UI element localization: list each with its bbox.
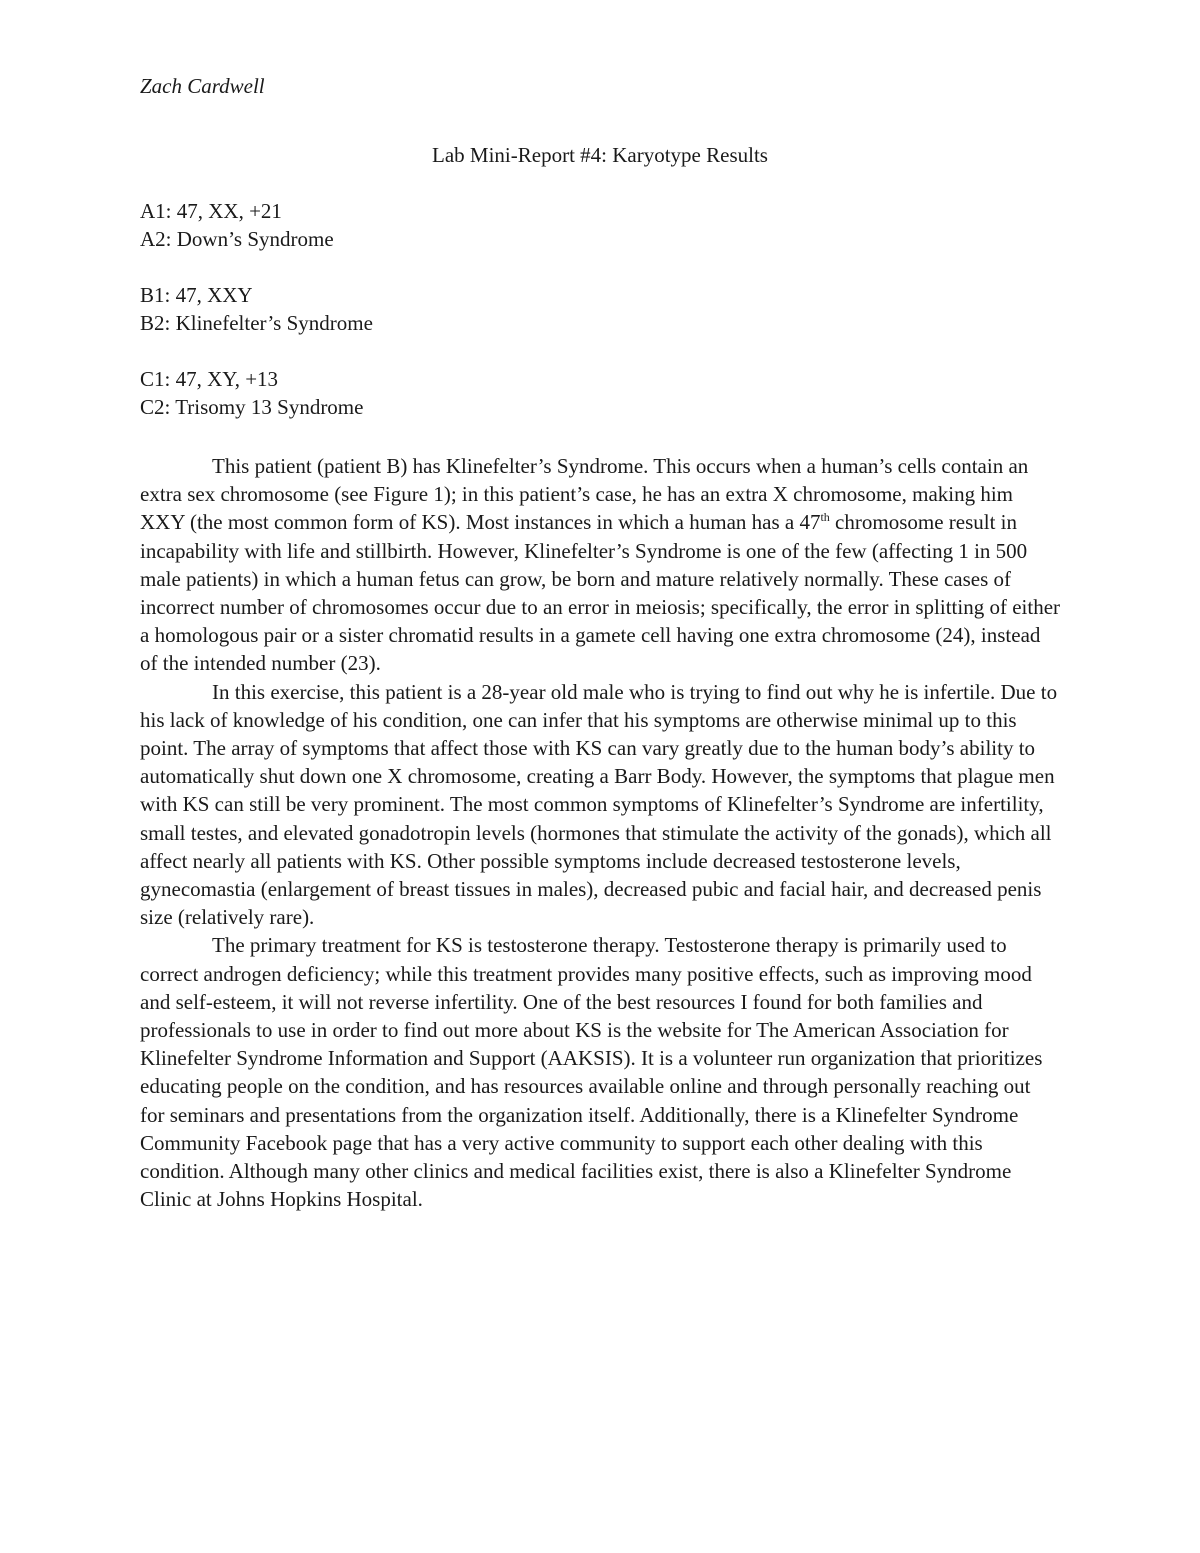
result-group-c xyxy=(140,365,1060,421)
report-body xyxy=(140,452,1060,1213)
result-group-a xyxy=(140,197,1060,253)
diagnosis-c: C2: Trisomy 13 Syndrome xyxy=(140,395,364,419)
diagnosis-a: A2: Down’s Syndrome xyxy=(140,227,334,251)
diagnosis-b: B2: Klinefelter’s Syndrome xyxy=(140,311,373,335)
karyotype-a: A1: 47, XX, +21 xyxy=(140,199,282,223)
paragraph-1-part-1: This patient (patient B) has Klinefelter’s Syndrome. This occurs when a human’s cells contain an extra sex chromosome (see Figure 1); in this patient’s case, he has an extra X chromosome, making him XXY (the most common form of KS). Most instances in which a human has a 47 xyxy=(140,454,1029,535)
paragraph-symptoms: In this exercise, this patient is a 28-year old male who is trying to find out why he is infertile. Due to his lack of knowledge of his condition, one can infer that his symptoms are otherwise minimal up to this point. The array of symptoms that affect those with KS can vary greatly due to the human body’s ability to automatically shut down one X chromosome, creating a Barr Body. However, the symptoms that plague men with KS can still be very prominent. The most common symptoms of Klinefelter’s Syndrome are infertility, small testes, and elevated gonadotropin levels (hormones that stimulate the activity of the gonads), which all affect nearly all patients with KS. Other possible symptoms include decreased testosterone levels, gynecomastia (enlargement of breast tissues in males), decreased pubic and facial hair, and decreased penis size (relatively rare). xyxy=(140,679,1058,930)
author-name: Zach Cardwell xyxy=(140,74,265,98)
karyotype-c: C1: 47, XY, +13 xyxy=(140,367,279,391)
ordinal-superscript: th xyxy=(820,510,830,525)
paragraph-1-part-2: chromosome result in incapability with life and stillbirth. However, Klinefelter’s Syndrome is one of the few (affecting 1 in 500 male patients) in which a human fetus can grow, be born and mature relatively normally. These cases of incorrect number of chromosomes occur due to an error in meiosis; specifically, the error in splitting of either a homologous pair or a sister chromatid results in a gamete cell having one extra chromosome (24), instead of the intended number (23). xyxy=(140,510,1061,676)
karyotype-results xyxy=(140,197,1060,449)
paragraph-treatment: The primary treatment for KS is testosterone therapy. Testosterone therapy is primarily used to correct androgen deficiency; while this treatment provides many positive effects, such as improving mood and self-esteem, it will not reverse infertility. One of the best resources I found for both families and professionals to use in order to find out more about KS is the website for The American Association for Klinefelter Syndrome Information and Support (AAKSIS). It is a volunteer run organization that prioritizes educating people on the condition, and has resources available online and through personally reaching out for seminars and presentations from the organization itself. Additionally, there is a Klinefelter Syndrome Community Facebook page that has a very active community to support each other dealing with this condition. Although many other clinics and medical facilities exist, there is also a Klinefelter Syndrome Clinic at Johns Hopkins Hospital. xyxy=(140,933,1043,1212)
result-group-b xyxy=(140,281,1060,337)
paragraph-diagnosis xyxy=(140,452,1060,678)
report-title: Lab Mini-Report #4: Karyotype Results xyxy=(432,143,768,167)
karyotype-b: B1: 47, XXY xyxy=(140,283,253,307)
